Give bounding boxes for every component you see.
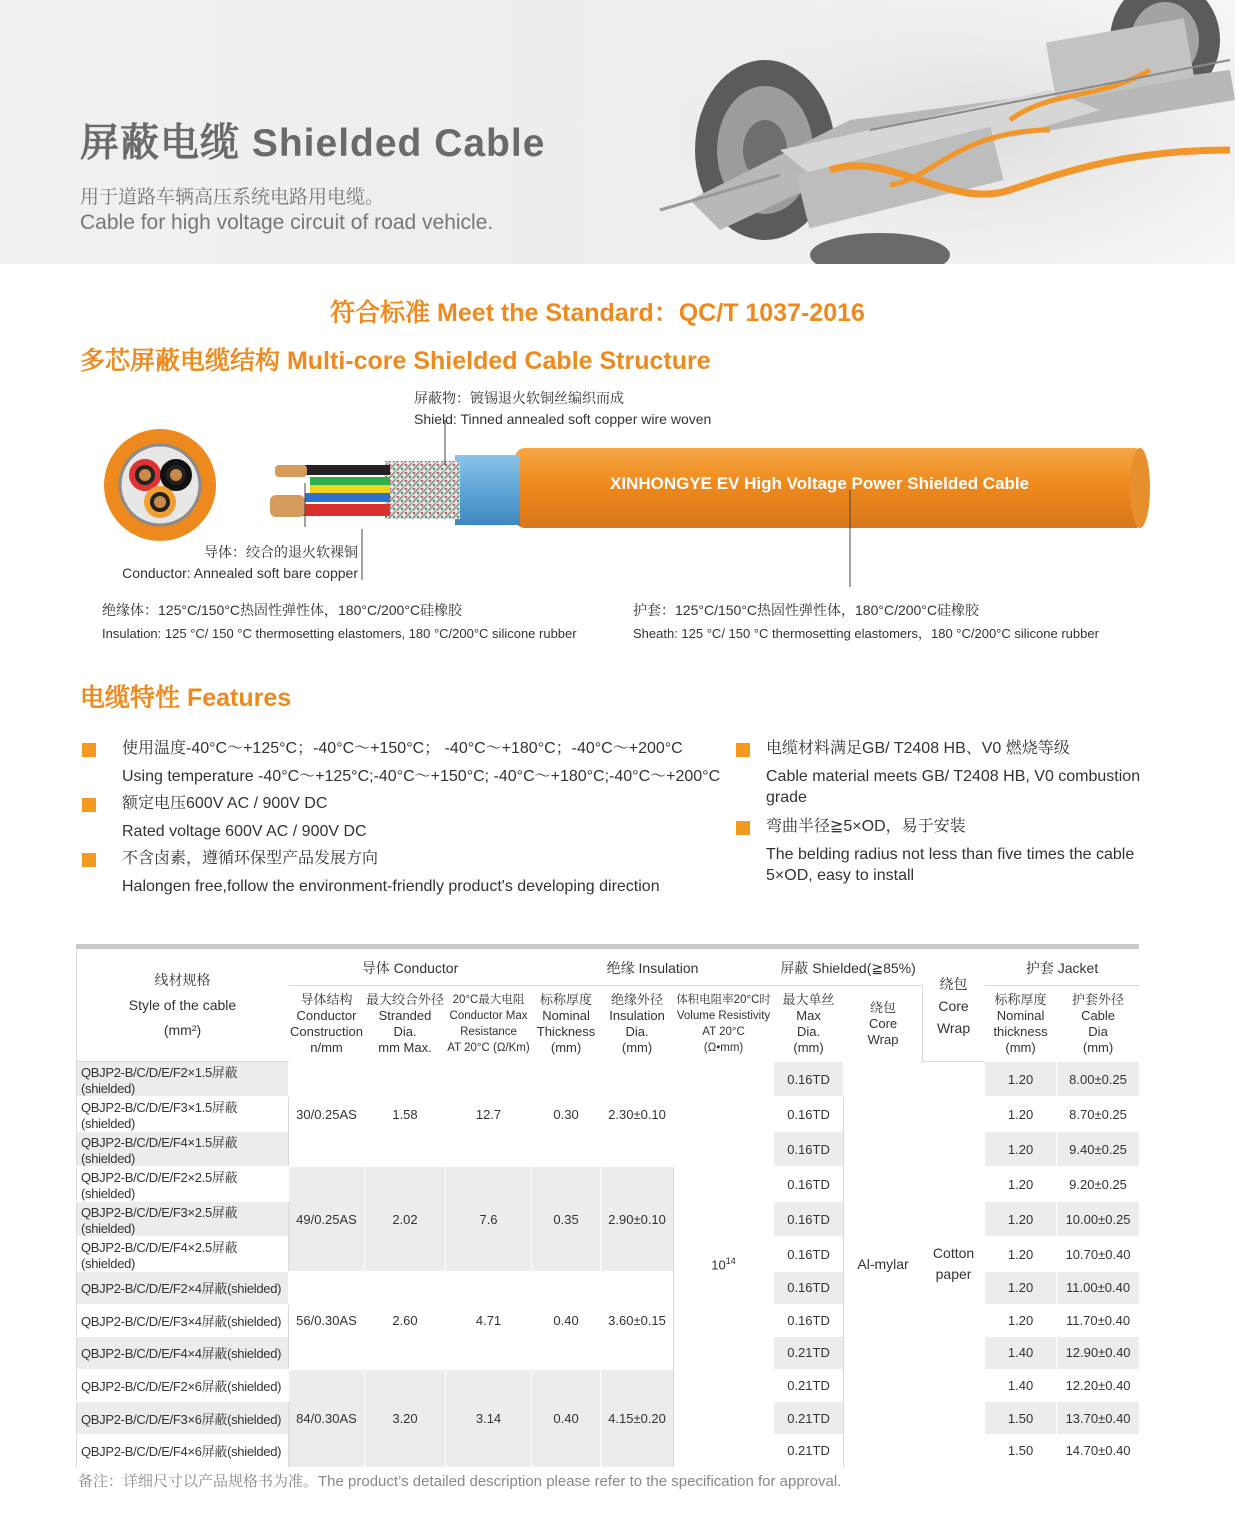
header-thickness: 标称厚度 Nominal Thickness (mm) <box>532 986 601 1062</box>
volume-base: 10 <box>711 1257 726 1273</box>
cell-construction: 84/0.30AS <box>289 1369 365 1467</box>
cell-resistance: 4.71 <box>446 1272 532 1370</box>
header-volume: 体积电阻率20°C时 Volume Resistivity AT 20°C (Ω•mm) <box>674 986 774 1062</box>
cell-max-dia: 0.16TD <box>774 1272 844 1305</box>
spec-table <box>76 949 1140 1468</box>
cell-jacket-thickness: 1.20 <box>985 1167 1057 1202</box>
header-shield: 屏蔽 Shielded(≧85%) <box>774 950 923 986</box>
volume-exponent: 14 <box>725 1256 736 1267</box>
feature-text-en: Using temperature -40°C～+125°C;-40°C～+150°C; -40°C～+180°C;-40°C～+200°C <box>122 768 721 785</box>
cell-style: QBJP2-B/C/D/E/F4×4屏蔽(shielded) <box>77 1337 289 1370</box>
cell-ins-dia: 4.15±0.20 <box>601 1369 674 1467</box>
bullet-square-icon <box>82 743 96 757</box>
header-conductor: 导体 Conductor <box>289 950 532 986</box>
cell-style: QBJP2-B/C/D/E/F4×2.5屏蔽(shielded) <box>77 1237 289 1272</box>
header-jacket: 护套 Jacket <box>985 950 1140 986</box>
header-resistance: 20°C最大电阻 Conductor Max Resistance AT 20°C (Ω/Km) <box>446 986 532 1062</box>
cell-jacket-thickness: 1.40 <box>985 1369 1057 1402</box>
page-title: 屏蔽电缆 Shielded Cable <box>80 122 546 165</box>
header-stranded: 最大绞合外径 Stranded Dia. mm Max. <box>365 986 446 1062</box>
standard-heading: 符合标准 Meet the Standard：QC/T 1037-2016 <box>330 299 865 327</box>
cell-jacket-thickness: 1.20 <box>985 1097 1057 1132</box>
cell-jacket-dia: 10.70±0.40 <box>1057 1237 1140 1272</box>
cell-style: QBJP2-B/C/D/E/F4×1.5屏蔽(shielded) <box>77 1132 289 1167</box>
cell-max-dia: 0.16TD <box>774 1097 844 1132</box>
cell-jacket-dia: 14.70±0.40 <box>1057 1434 1140 1467</box>
insulation-note-cn: 绝缘体：125°C/150°C热固性弹性体，180°C/200°C硅橡胶 <box>102 602 463 618</box>
cell-jacket-thickness: 1.50 <box>985 1434 1057 1467</box>
table-row <box>77 1062 1140 1097</box>
vehicle-chassis-image <box>630 0 1235 264</box>
insulation-note <box>102 600 577 644</box>
cell-jacket-dia: 9.20±0.25 <box>1057 1167 1140 1202</box>
shield-note-en: Shield: Tinned annealed soft copper wire woven <box>414 411 712 427</box>
features-heading: 电缆特性 Features <box>80 684 292 712</box>
cell-style: QBJP2-B/C/D/E/F2×6屏蔽(shielded) <box>77 1369 289 1402</box>
cell-jacket-dia: 12.20±0.40 <box>1057 1369 1140 1402</box>
cell-style: QBJP2-B/C/D/E/F2×1.5屏蔽(shielded) <box>77 1062 289 1097</box>
cross-section-icon <box>104 429 216 541</box>
cell-jacket-dia: 8.00±0.25 <box>1057 1062 1140 1097</box>
cell-thickness: 0.40 <box>532 1272 601 1370</box>
cell-style: QBJP2-B/C/D/E/F2×2.5屏蔽(shielded) <box>77 1167 289 1202</box>
cell-thickness: 0.40 <box>532 1369 601 1467</box>
feature-item <box>82 738 732 787</box>
cell-jacket-thickness: 1.20 <box>985 1304 1057 1337</box>
cell-ins-dia: 2.90±0.10 <box>601 1167 674 1272</box>
cell-construction: 49/0.25AS <box>289 1167 365 1272</box>
cell-jacket-dia: 13.70±0.40 <box>1057 1402 1140 1435</box>
cell-style: QBJP2-B/C/D/E/F3×6屏蔽(shielded) <box>77 1402 289 1435</box>
header-style: 线材规格 Style of the cable (mm²) <box>77 950 289 1062</box>
header-ins-dia: 绝缘外径 Insulation Dia. (mm) <box>601 986 674 1062</box>
bullet-square-icon <box>82 853 96 867</box>
header-shield-wrap: 绕包 Core Wrap <box>844 986 923 1062</box>
cell-jacket-thickness: 1.20 <box>985 1132 1057 1167</box>
sheath-note-cn: 护套：125°C/150°C热固性弹性体，180°C/200°C硅橡胶 <box>633 602 980 618</box>
cell-style: QBJP2-B/C/D/E/F3×2.5屏蔽(shielded) <box>77 1202 289 1237</box>
cell-max-dia: 0.21TD <box>774 1337 844 1370</box>
conductor-note <box>102 542 358 584</box>
insulation-note-en: Insulation: 125 °C/ 150 °C thermosetting elastomers, 180 °C/200°C silicone rubber <box>102 626 577 641</box>
cell-jacket-thickness: 1.20 <box>985 1062 1057 1097</box>
feature-text-en: The belding radius not less than five times the cable 5×OD, easy to install <box>766 846 1135 884</box>
conductor-note-cn: 导体：绞合的退火软裸铜 <box>204 544 358 560</box>
feature-text-cn: 额定电压600V AC / 900V DC <box>122 795 328 812</box>
cable-brand-label: XINHONGYE EV High Voltage Power Shielded Cable <box>610 474 1030 493</box>
cell-jacket-dia: 12.90±0.40 <box>1057 1337 1140 1370</box>
header-core-wrap: 绕包 Core Wrap <box>923 950 985 1062</box>
spec-table-body <box>77 1062 1140 1468</box>
cell-max-dia: 0.16TD <box>774 1132 844 1167</box>
cell-core-wrap <box>923 1062 985 1468</box>
cell-max-dia: 0.16TD <box>774 1237 844 1272</box>
cell-jacket-dia: 8.70±0.25 <box>1057 1097 1140 1132</box>
feature-text-cn: 不含卤素，遵循环保型产品发展方向 <box>122 850 379 867</box>
core-wrap-text: Cotton paper <box>932 1245 975 1283</box>
cell-stranded: 2.02 <box>365 1167 446 1272</box>
feature-text-en: Halongen free,follow the environment-friendly product's developing direction <box>122 878 660 895</box>
cell-max-dia: 0.16TD <box>774 1062 844 1097</box>
cell-resistance: 7.6 <box>446 1167 532 1272</box>
header-insulation: 绝缘 Insulation <box>532 950 774 986</box>
cell-construction: 56/0.30AS <box>289 1272 365 1370</box>
header-jacket-dia: 护套外径 Cable Dia (mm) <box>1057 986 1140 1062</box>
feature-item <box>82 848 732 897</box>
header-construction: 导体结构 Conductor Construction n/mm <box>289 986 365 1062</box>
cell-ins-dia: 3.60±0.15 <box>601 1272 674 1370</box>
shield-note <box>414 388 711 430</box>
features-list-left <box>82 738 732 903</box>
cell-thickness: 0.35 <box>532 1167 601 1272</box>
feature-item <box>736 816 1176 886</box>
cell-style: QBJP2-B/C/D/E/F2×4屏蔽(shielded) <box>77 1272 289 1305</box>
shield-note-cn: 屏蔽物：镀锡退火软铜丝编织而成 <box>414 390 624 406</box>
feature-text-cn: 使用温度-40°C～+125°C；-40°C～+150°C； -40°C～+180°C；-40°C～+200°C <box>122 740 683 757</box>
cell-jacket-thickness: 1.40 <box>985 1337 1057 1370</box>
cell-resistance: 3.14 <box>446 1369 532 1467</box>
features-list-right <box>736 738 1176 894</box>
cell-jacket-thickness: 1.20 <box>985 1272 1057 1305</box>
cell-style: QBJP2-B/C/D/E/F4×6屏蔽(shielded) <box>77 1434 289 1467</box>
cell-thickness: 0.30 <box>532 1062 601 1167</box>
spec-table-container <box>76 944 1139 1468</box>
conductor-note-en: Conductor: Annealed soft bare copper <box>122 565 358 581</box>
cell-max-dia: 0.21TD <box>774 1369 844 1402</box>
feature-text-cn: 弯曲半径≧5×OD，易于安装 <box>766 818 966 835</box>
bullet-square-icon <box>736 743 750 757</box>
cell-max-dia: 0.21TD <box>774 1434 844 1467</box>
cell-max-dia: 0.16TD <box>774 1167 844 1202</box>
feature-item <box>82 793 732 842</box>
cell-style: QBJP2-B/C/D/E/F3×4屏蔽(shielded) <box>77 1304 289 1337</box>
hero-subtitle-en: Cable for high voltage circuit of road vehicle. <box>80 211 494 234</box>
sheath-note <box>633 600 1099 644</box>
cell-stranded: 1.58 <box>365 1062 446 1167</box>
cell-shield-wrap: Al-mylar <box>844 1062 923 1468</box>
feature-item <box>736 738 1176 808</box>
cell-jacket-dia: 9.40±0.25 <box>1057 1132 1140 1167</box>
cell-jacket-dia: 10.00±0.25 <box>1057 1202 1140 1237</box>
cell-jacket-thickness: 1.20 <box>985 1202 1057 1237</box>
feature-text-en: Rated voltage 600V AC / 900V DC <box>122 823 367 840</box>
cell-volume-resistivity <box>674 1062 774 1468</box>
cell-jacket-thickness: 1.20 <box>985 1237 1057 1272</box>
cell-jacket-thickness: 1.50 <box>985 1402 1057 1435</box>
cell-jacket-dia: 11.00±0.40 <box>1057 1272 1140 1305</box>
feature-text-cn: 电缆材料满足GB/ T2408 HB、V0 燃烧等级 <box>766 740 1070 757</box>
sheath-note-en: Sheath: 125 °C/ 150 °C thermosetting elastomers，180 °C/200°C silicone rubber <box>633 626 1099 641</box>
hero-subtitle-cn: 用于道路车辆高压系统电路用电缆。 <box>80 187 385 208</box>
feature-text-en: Cable material meets GB/ T2408 HB, V0 combustion grade <box>766 768 1141 806</box>
cell-stranded: 2.60 <box>365 1272 446 1370</box>
cell-max-dia: 0.16TD <box>774 1202 844 1237</box>
cell-stranded: 3.20 <box>365 1369 446 1467</box>
cell-jacket-dia: 11.70±0.40 <box>1057 1304 1140 1337</box>
cell-resistance: 12.7 <box>446 1062 532 1167</box>
cell-construction: 30/0.25AS <box>289 1062 365 1167</box>
cell-max-dia: 0.21TD <box>774 1402 844 1435</box>
bullet-square-icon <box>736 821 750 835</box>
header-max-dia: 最大单丝 Max Dia. (mm) <box>774 986 844 1062</box>
bullet-square-icon <box>82 798 96 812</box>
cell-style: QBJP2-B/C/D/E/F3×1.5屏蔽(shielded) <box>77 1097 289 1132</box>
cell-max-dia: 0.16TD <box>774 1304 844 1337</box>
structure-heading: 多芯屏蔽电缆结构 Multi-core Shielded Cable Structure <box>80 347 711 375</box>
footnote: 备注：详细尺寸以产品规格书为准。The product’s detailed description please refer to the specification for approval. <box>78 1473 842 1490</box>
hero-banner <box>0 0 1235 264</box>
cell-ins-dia: 2.30±0.10 <box>601 1062 674 1167</box>
header-jacket-thickness: 标称厚度 Nominal thickness (mm) <box>985 986 1057 1062</box>
